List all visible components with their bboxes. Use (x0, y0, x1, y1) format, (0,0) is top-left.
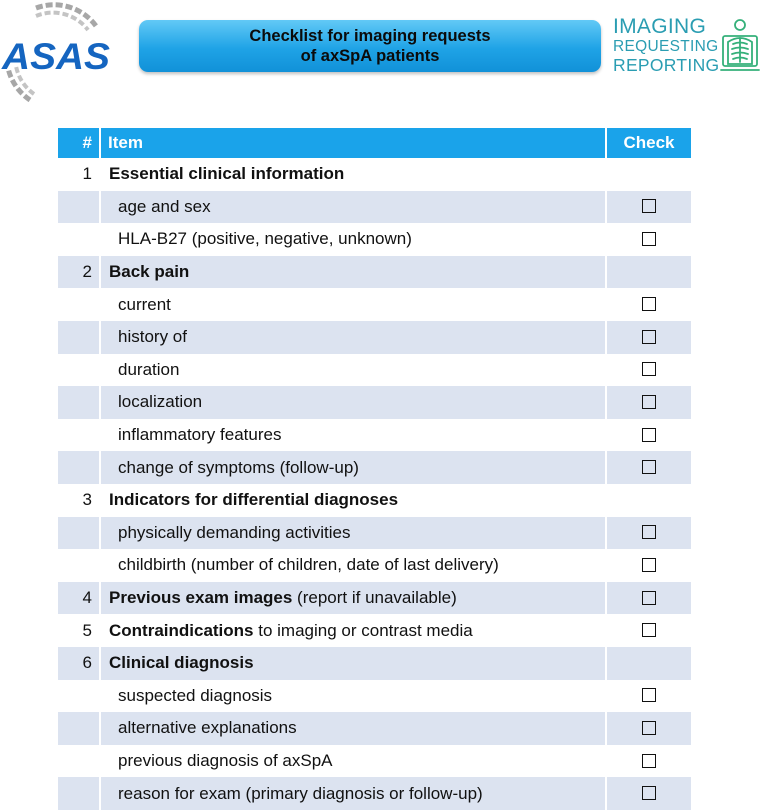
row-number: 2 (58, 256, 100, 289)
item-label: age and sex (118, 196, 211, 216)
checkbox[interactable] (642, 362, 656, 376)
row-item (100, 419, 606, 452)
row-check-cell (606, 647, 691, 680)
row-number (58, 517, 100, 550)
row-check-cell (606, 158, 691, 191)
row-check-cell (606, 451, 691, 484)
table-row (58, 484, 691, 517)
item-label: (report if unavailable) (292, 588, 457, 608)
checkbox[interactable] (642, 688, 656, 702)
item-label: childbirth (number of children, date of last delivery) (118, 555, 499, 575)
row-item (100, 451, 606, 484)
row-item (100, 256, 606, 289)
table-row (58, 549, 691, 582)
irr-logo-text (613, 16, 719, 75)
item-label-bold: Essential clinical information (109, 164, 345, 184)
table-row (58, 517, 691, 550)
row-number (58, 712, 100, 745)
row-item (100, 517, 606, 550)
item-label: reason for exam (primary diagnosis or follow-up) (118, 783, 483, 803)
row-check-cell (606, 582, 691, 615)
item-label: physically demanding activities (118, 522, 351, 542)
row-number (58, 288, 100, 321)
checkbox[interactable] (642, 591, 656, 605)
item-label: previous diagnosis of axSpA (118, 750, 333, 770)
checklist-rows (58, 158, 691, 810)
table-row (58, 614, 691, 647)
row-number (58, 191, 100, 224)
row-number (58, 321, 100, 354)
row-check-cell (606, 680, 691, 713)
item-label: history of (118, 327, 187, 347)
table-row (58, 223, 691, 256)
checklist-table (58, 128, 691, 810)
item-label-bold: Previous exam images (109, 588, 293, 608)
item-label: localization (118, 392, 203, 412)
row-item (100, 549, 606, 582)
item-label: to imaging or contrast media (253, 620, 473, 640)
row-number (58, 419, 100, 452)
irr-logo-line-1: IMAGING (613, 15, 707, 38)
xray-person-icon (719, 18, 761, 74)
row-check-cell (606, 288, 691, 321)
row-number: 6 (58, 647, 100, 680)
row-number: 5 (58, 614, 100, 647)
checkbox[interactable] (642, 232, 656, 246)
row-item (100, 288, 606, 321)
checkbox[interactable] (642, 558, 656, 572)
table-row (58, 386, 691, 419)
item-label-bold: Back pain (109, 262, 190, 282)
row-item (100, 386, 606, 419)
table-row (58, 647, 691, 680)
row-check-cell (606, 223, 691, 256)
item-label: current (118, 294, 171, 314)
asas-logo (0, 0, 112, 112)
checkbox[interactable] (642, 721, 656, 735)
title-line-1: Checklist for imaging requests (249, 27, 491, 45)
table-row (58, 745, 691, 778)
row-check-cell (606, 321, 691, 354)
row-check-cell (606, 614, 691, 647)
table-row (58, 321, 691, 354)
checkbox[interactable] (642, 395, 656, 409)
row-number (58, 745, 100, 778)
row-item (100, 582, 606, 615)
item-label: change of symptoms (follow-up) (118, 457, 359, 477)
row-item (100, 614, 606, 647)
header-check: Check (606, 128, 691, 158)
row-check-cell (606, 777, 691, 810)
row-number: 3 (58, 484, 100, 517)
table-row (58, 256, 691, 289)
checkbox[interactable] (642, 330, 656, 344)
item-label: alternative explanations (118, 718, 297, 738)
header-item: Item (100, 128, 606, 158)
item-label: HLA-B27 (positive, negative, unknown) (118, 229, 412, 249)
table-row (58, 712, 691, 745)
row-item (100, 712, 606, 745)
table-row (58, 680, 691, 713)
row-check-cell (606, 354, 691, 387)
row-number (58, 386, 100, 419)
table-row (58, 777, 691, 810)
checkbox[interactable] (642, 297, 656, 311)
table-row (58, 288, 691, 321)
row-number (58, 223, 100, 256)
irr-logo-line-2: REQUESTING (613, 38, 719, 55)
row-item (100, 745, 606, 778)
item-label-bold: Contraindications (109, 620, 254, 640)
row-check-cell (606, 484, 691, 517)
irr-logo-line-3: REPORTING (613, 55, 720, 75)
row-check-cell (606, 517, 691, 550)
title-banner (139, 20, 601, 72)
asas-logo-graphic (0, 0, 112, 112)
checkbox[interactable] (642, 754, 656, 768)
title-line-2: of axSpA patients (300, 47, 440, 65)
row-item (100, 223, 606, 256)
item-label: suspected diagnosis (118, 685, 273, 705)
row-number (58, 777, 100, 810)
item-label-bold: Clinical diagnosis (109, 653, 254, 673)
checkbox[interactable] (642, 428, 656, 442)
table-row (58, 451, 691, 484)
header-number: # (58, 128, 100, 158)
row-number (58, 451, 100, 484)
row-number: 4 (58, 582, 100, 615)
checkbox[interactable] (642, 786, 656, 800)
checkbox[interactable] (642, 199, 656, 213)
table-header-row (58, 128, 691, 158)
row-check-cell (606, 256, 691, 289)
table-row (58, 158, 691, 191)
row-check-cell (606, 745, 691, 778)
row-check-cell (606, 712, 691, 745)
row-item (100, 321, 606, 354)
table-row (58, 419, 691, 452)
item-label-bold: Indicators for differential diagnoses (109, 490, 399, 510)
checkbox[interactable] (642, 623, 656, 637)
table-row (58, 354, 691, 387)
checkbox[interactable] (642, 460, 656, 474)
row-check-cell (606, 549, 691, 582)
row-check-cell (606, 191, 691, 224)
row-number (58, 354, 100, 387)
row-number: 1 (58, 158, 100, 191)
row-item (100, 484, 606, 517)
asas-logo-text: ASAS (0, 36, 111, 77)
row-number (58, 680, 100, 713)
row-item (100, 191, 606, 224)
row-check-cell (606, 386, 691, 419)
checkbox[interactable] (642, 525, 656, 539)
table-row (58, 582, 691, 615)
row-item (100, 680, 606, 713)
row-item (100, 354, 606, 387)
row-item (100, 158, 606, 191)
imaging-requesting-reporting-logo (613, 16, 763, 78)
row-check-cell (606, 419, 691, 452)
item-label: duration (118, 359, 180, 379)
table-row (58, 191, 691, 224)
row-item (100, 777, 606, 810)
row-item (100, 647, 606, 680)
item-label: inflammatory features (118, 425, 282, 445)
row-number (58, 549, 100, 582)
